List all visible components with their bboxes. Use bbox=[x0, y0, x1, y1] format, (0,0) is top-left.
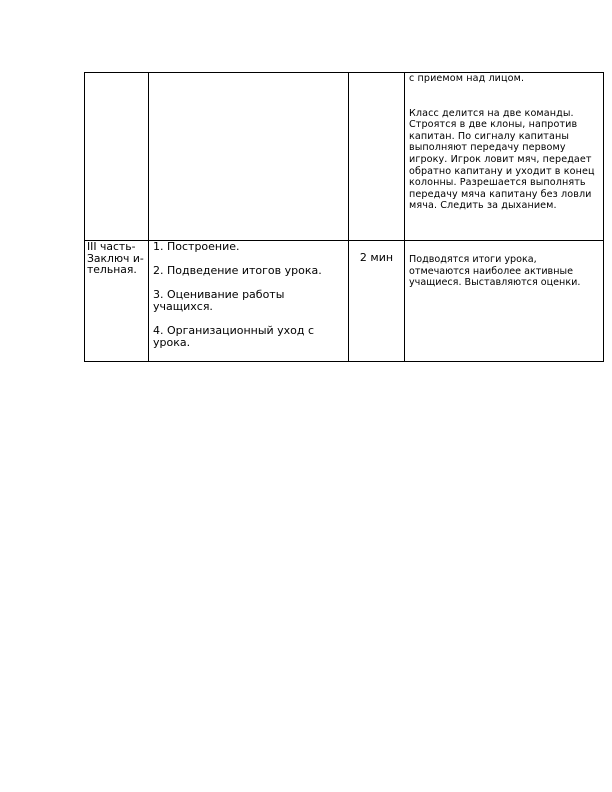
step-item: 1. Построение. bbox=[153, 240, 240, 253]
stage-cell-empty bbox=[85, 73, 149, 241]
stage-cell bbox=[85, 241, 149, 362]
table-row bbox=[85, 241, 604, 362]
table-row bbox=[85, 73, 604, 241]
lesson-plan-table bbox=[84, 72, 604, 362]
summary-cell bbox=[405, 241, 604, 362]
steps-cell bbox=[149, 241, 349, 362]
instructions-cell bbox=[405, 73, 604, 241]
step-item: 2. Подведение итогов урока. bbox=[153, 264, 322, 277]
steps-cell-empty bbox=[149, 73, 349, 241]
time-value: 2 мин bbox=[359, 251, 394, 264]
step-item: 3. Оценивание работы учащихся. bbox=[153, 288, 285, 313]
stage-label: III часть-Заключ и-тельная. bbox=[87, 240, 144, 277]
instructions-continuation-text: с приемом над лицом. bbox=[409, 73, 525, 84]
summary-text: Подводятся итоги урока, отмечаются наиболее активные учащиеся. Выставляются оценки. bbox=[409, 254, 581, 289]
time-cell-empty bbox=[349, 73, 405, 241]
instructions-main-text: Класс делится на две команды. Строятся в две клоны, напротив капитан. По сигналу капитаны выполняют передачу первому игроку. Игрок ловит мяч, передает обратно капитану и уходит в конец колонны. Разрешается выполнять передачу мяча капитану без ловли мяча. Следить за дыханием. bbox=[409, 107, 595, 212]
time-cell bbox=[349, 241, 405, 362]
step-item: 4. Организационный уход с урока. bbox=[153, 324, 315, 349]
